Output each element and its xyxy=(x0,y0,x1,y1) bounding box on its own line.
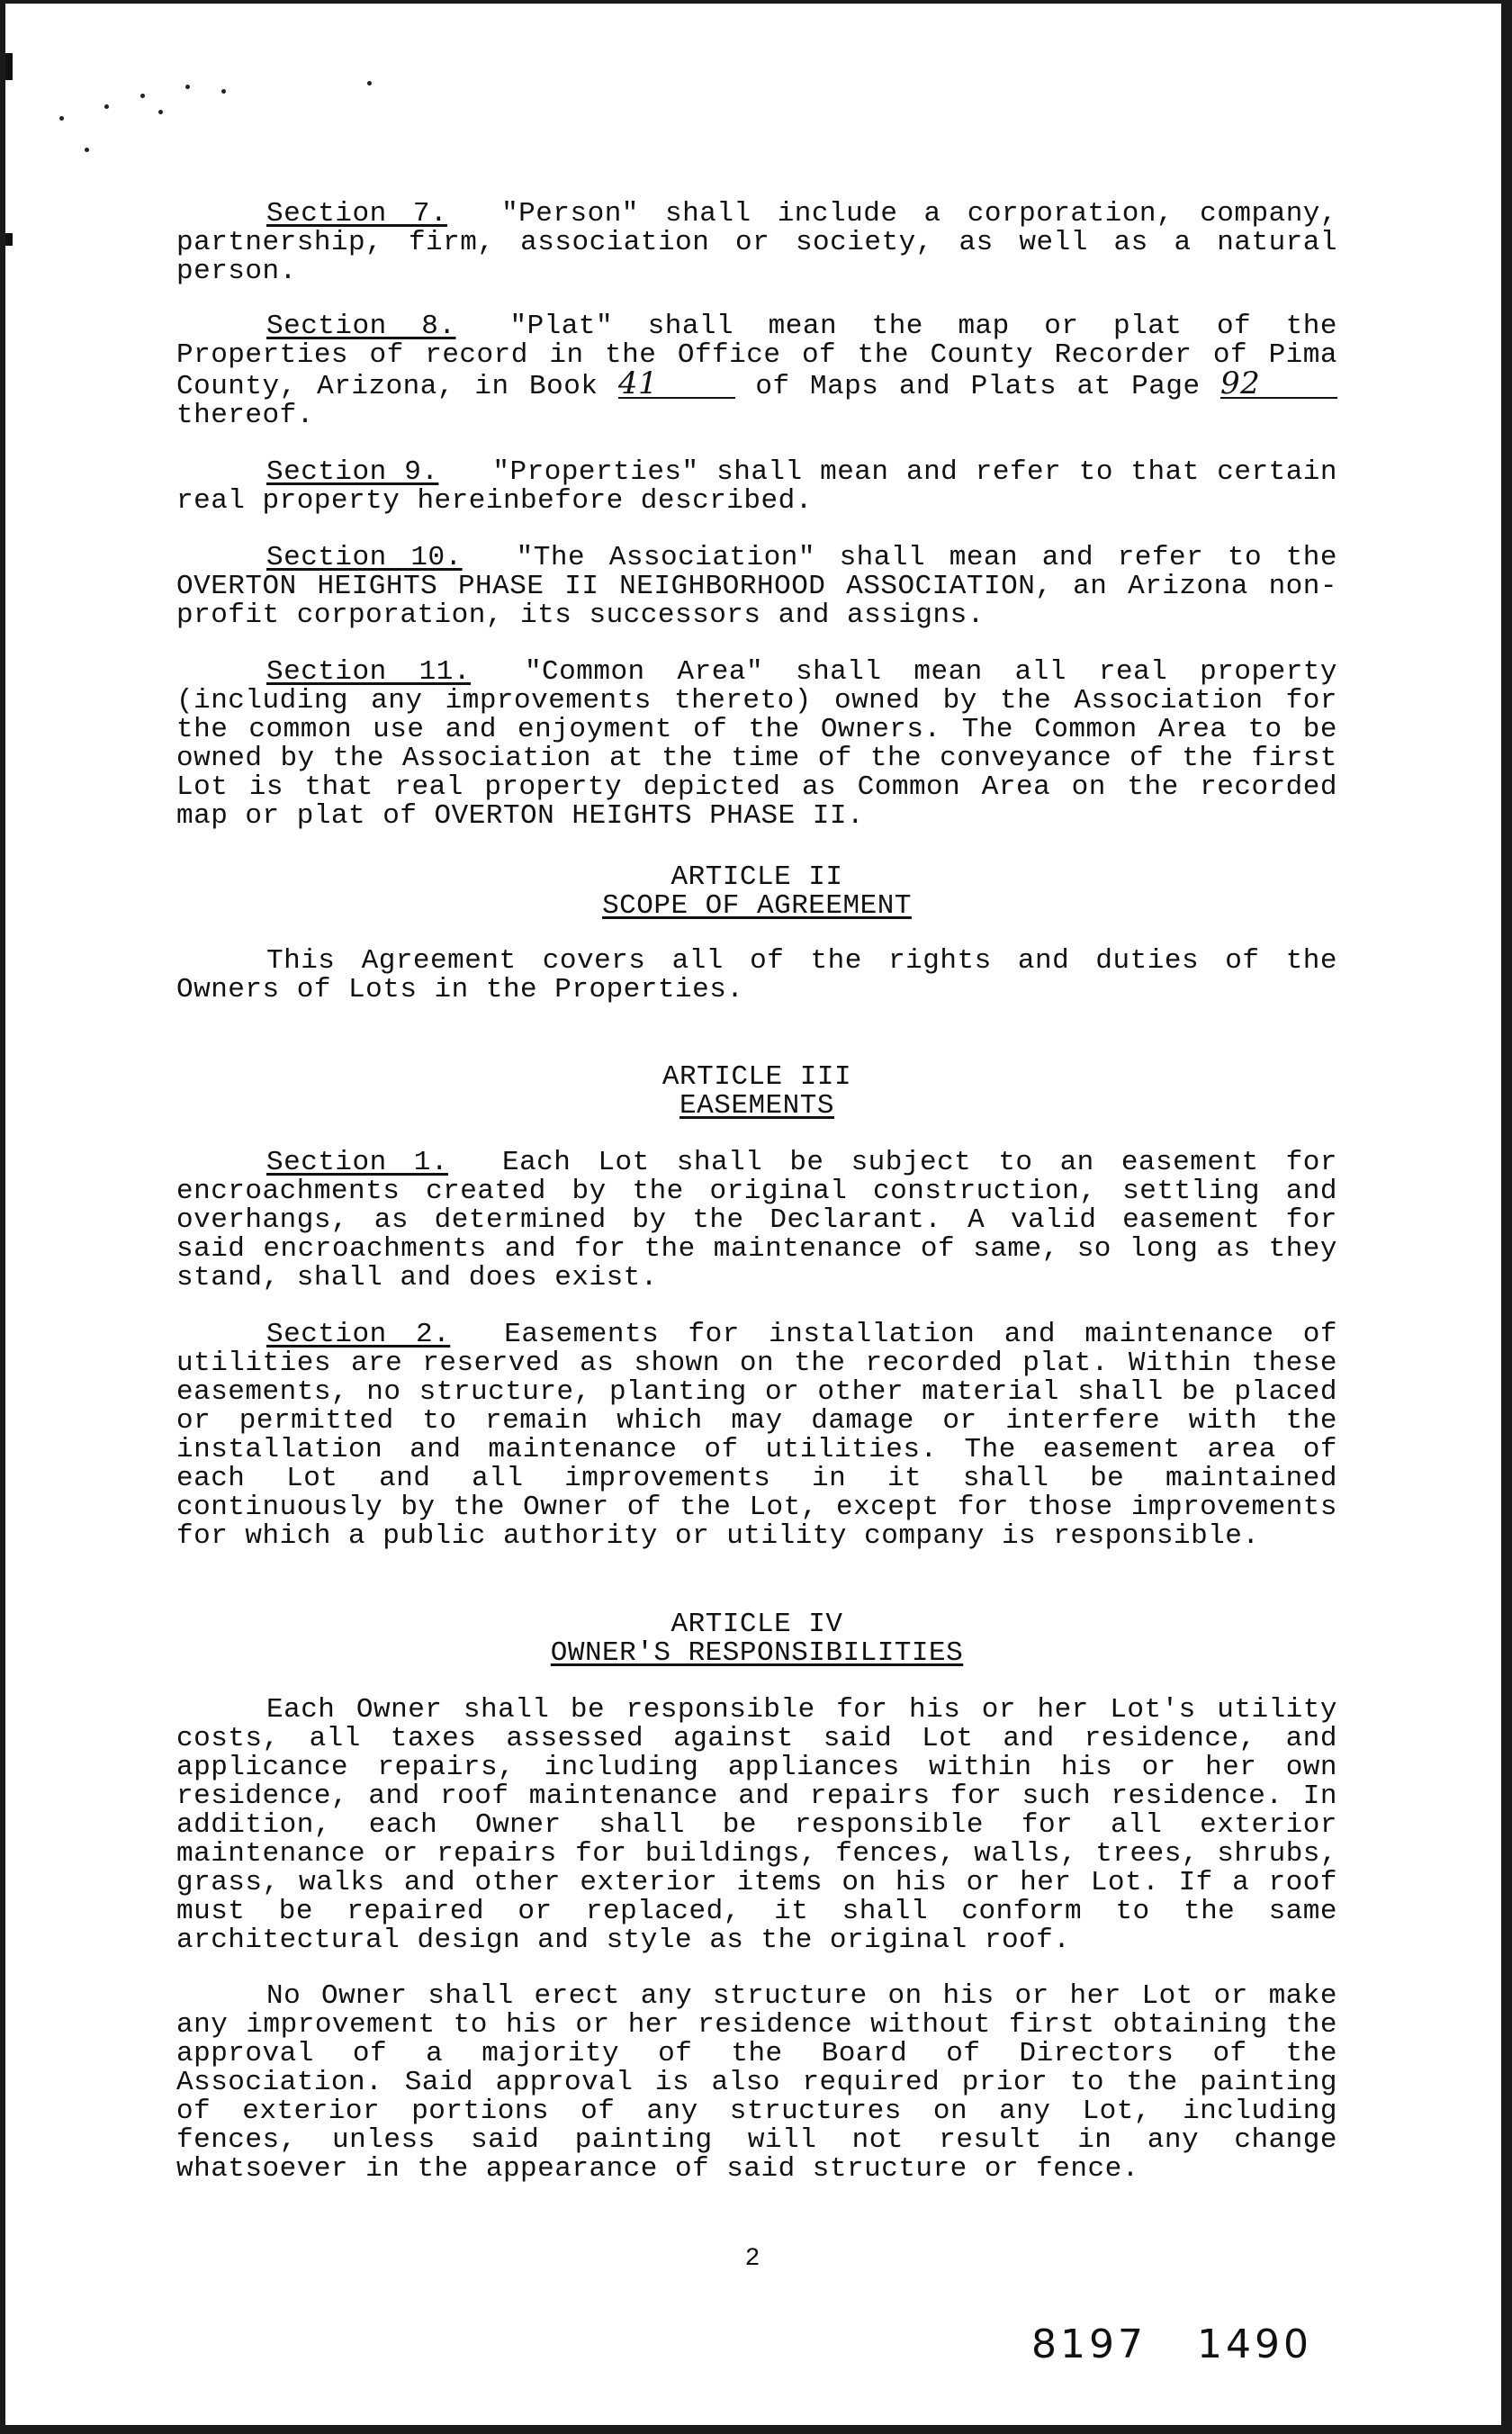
easements-section-1 xyxy=(176,1149,1337,1293)
easements-section-1-text: Each Lot shall be subject to an easement for encroachments created by the original construction, settling and overhangs, as determined by the Declarant. A valid easement for said encroachments and for the maintenance of same, so long as they stand, shall and does exist. xyxy=(176,1147,1337,1294)
article-2-heading xyxy=(176,863,1337,921)
section-10-text: "The Association" shall mean and refer to the OVERTON HEIGHTS PHASE II NEIGHBORHOOD ASSOCIATION, an Arizona non-profit corporation, its successors and assigns. xyxy=(176,542,1337,631)
book-number-field: 41 xyxy=(618,370,735,399)
scan-speck xyxy=(104,104,109,109)
section-8-label: Section 8. xyxy=(266,311,456,342)
owner-responsibilities-paragraph-2 xyxy=(176,1982,1337,2184)
section-7-label: Section 7. xyxy=(266,198,448,230)
section-8 xyxy=(176,312,1337,430)
section-10 xyxy=(176,544,1337,630)
article-4-heading xyxy=(176,1610,1337,1668)
article-2-number: ARTICLE II xyxy=(670,861,843,893)
easements-section-1-label: Section 1. xyxy=(266,1147,448,1178)
easements-section-2-label: Section 2. xyxy=(266,1319,451,1350)
docket-page: 1490 xyxy=(1196,2321,1312,2367)
scan-speck xyxy=(140,94,145,98)
article-4-title: OWNER'S RESPONSIBILITIES xyxy=(550,1637,964,1669)
article-4-number: ARTICLE IV xyxy=(670,1609,843,1640)
section-9-label: Section 9. xyxy=(266,456,439,488)
page-number: 2 xyxy=(744,2245,760,2273)
scan-speck xyxy=(221,89,226,94)
scan-edge-mark xyxy=(5,233,13,246)
scan-edge-mark xyxy=(5,53,13,80)
section-10-label: Section 10. xyxy=(266,542,463,573)
section-11 xyxy=(176,658,1337,831)
article-2-text-block xyxy=(176,947,1337,1005)
scan-speck xyxy=(185,85,190,89)
easements-section-2 xyxy=(176,1321,1337,1551)
section-11-label: Section 11. xyxy=(266,656,471,688)
scan-speck xyxy=(367,81,372,86)
section-9 xyxy=(176,458,1337,516)
article-3-heading xyxy=(176,1063,1337,1121)
article-3-number: ARTICLE III xyxy=(662,1061,852,1093)
page-number-field: 92 xyxy=(1220,370,1337,399)
section-7 xyxy=(176,200,1337,286)
docket-number: 8197 xyxy=(1031,2321,1147,2367)
section-8-text-mid: of Maps and Plats at Page xyxy=(755,371,1201,402)
section-7-text: "Person" shall include a corporation, company, partnership, firm, association or society, as well as a natural person. xyxy=(176,198,1337,287)
article-2-text: This Agreement covers all of the rights and duties of the Owners of Lots in the Properties. xyxy=(176,945,1337,1005)
scan-speck xyxy=(158,110,163,114)
article-2-title: SCOPE OF AGREEMENT xyxy=(602,890,912,922)
section-9-text: "Properties" shall mean and refer to that certain real property hereinbefore described. xyxy=(176,456,1337,517)
section-11-text: "Common Area" shall mean all real property (including any improvements thereto) owned by the Association for the common use and enjoyment of the Owners. The Common Area to be owned by the Association at the time of the conveyance of the first Lot is that real property depicted as Common Area on the recorded map or plat of OVERTON HEIGHTS PHASE II. xyxy=(176,656,1338,832)
paragraph-2-text: No Owner shall erect any structure on his or her Lot or make any improvement to his or her residence without first obtaining the approval of a majority of the Board of Directors of the Association. Said approval is also required prior to the painting of exterior portions of any structures on any Lot, including fences, unless said painting will not result in any change whatsoever in the appearance of said structure or fence. xyxy=(176,1980,1337,2185)
recording-docket xyxy=(1031,2321,1312,2367)
article-3-title: EASEMENTS xyxy=(680,1090,834,1122)
document-page xyxy=(5,4,1501,2425)
owner-responsibilities-paragraph-1 xyxy=(176,1696,1337,1955)
paragraph-1-text: Each Owner shall be responsible for his or her Lot's utility costs, all taxes assessed against said Lot and residence, and applicance repairs, including appliances within his or her own residence, and roof maintenance and repairs for such residence. In addition, each Owner shall be responsible for all exterior maintenance or repairs for buildings, fences, walls, trees, shrubs, grass, walks and other exterior items on his or her Lot. If a roof must be repaired or replaced, it shall conform to the same architectural design and style as the original roof. xyxy=(176,1694,1337,1956)
section-8-text-end: thereof. xyxy=(176,400,314,431)
scan-speck xyxy=(85,148,89,152)
section-8-text: "Plat" shall mean the map or plat of the Properties of record in the Office of the County Recorder of Pima County, Arizona, in Book xyxy=(176,311,1338,402)
scan-speck xyxy=(59,116,64,121)
easements-section-2-text: Easements for installation and maintenance of utilities are reserved as shown on the recorded plat. Within these easements, no structure, planting or other material shall be placed or permitted to remain which may damage or interfere with the installation and maintenance of utilities. The easement area of each Lot and all improvements in it shall be maintained continuously by the Owner of the Lot, except for those improvements for which a public authority or utility company is responsible. xyxy=(176,1319,1338,1552)
